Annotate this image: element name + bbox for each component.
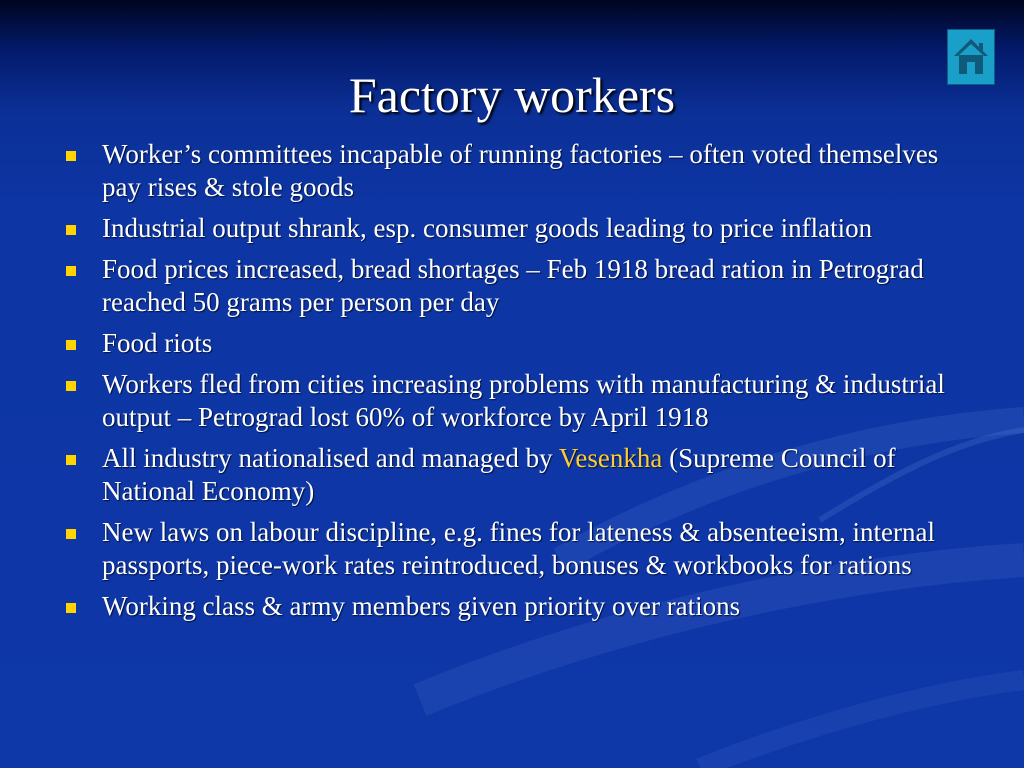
bullet-text-before: All industry nationalised and managed by <box>102 443 559 473</box>
square-bullet-icon <box>66 225 76 235</box>
bullet-item <box>62 212 962 245</box>
square-bullet-icon <box>66 340 76 350</box>
square-bullet-icon <box>66 603 76 613</box>
bullet-item <box>62 590 962 623</box>
bullet-text: Industrial output shrank, esp. consumer goods leading to price inflation <box>102 213 873 243</box>
bullet-text: Food prices increased, bread shortages – Feb 1918 bread ration in Petrograd reached 50 grams per person per day <box>102 254 924 317</box>
bullet-text: Workers fled from cities increasing problems with manufacturing & industrial output – Petrograd lost 60% of workforce by April 1918 <box>102 369 945 432</box>
bullet-item <box>62 138 962 204</box>
square-bullet-icon <box>66 266 76 276</box>
square-bullet-icon <box>66 381 76 391</box>
bullet-text: Worker’s committees incapable of running factories – often voted themselves pay rises & stole goods <box>102 139 939 202</box>
vesenkha-highlight: Vesenkha <box>558 443 663 473</box>
square-bullet-icon <box>66 151 76 161</box>
bullet-item <box>62 442 962 508</box>
bullet-item <box>62 327 962 360</box>
bullet-text-after: (Supreme Council of National Economy) <box>102 443 896 506</box>
bullet-text: Food riots <box>102 328 213 358</box>
bullet-item <box>62 516 962 582</box>
bullet-item <box>62 368 962 434</box>
slide-title: Factory workers <box>348 67 676 123</box>
square-bullet-icon <box>66 529 76 539</box>
bullet-text: New laws on labour discipline, e.g. fines for lateness & absenteeism, internal passports, piece-work rates reintroduced, bonuses & workbooks for rations <box>102 517 936 580</box>
bullet-list <box>62 138 962 631</box>
bullet-item <box>62 253 962 319</box>
bullet-text: Working class & army members given priority over rations <box>102 591 741 621</box>
square-bullet-icon <box>66 455 76 465</box>
